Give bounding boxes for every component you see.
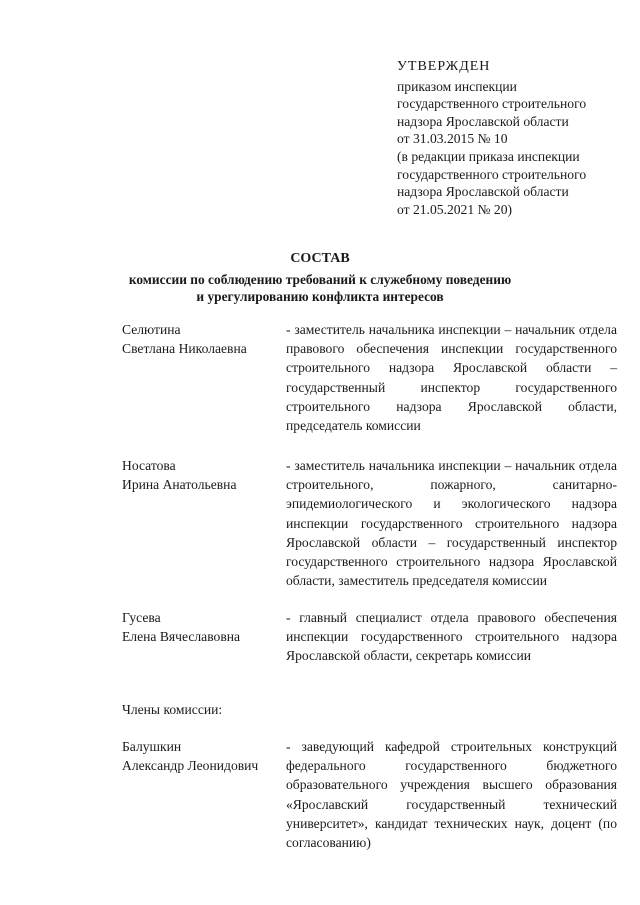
member-given-names: Светлана Николаевна <box>122 341 247 357</box>
member-name <box>122 456 292 494</box>
members-label: Члены комиссии: <box>122 702 223 717</box>
approval-line: государственного строительного <box>397 96 587 112</box>
member-given-names: Елена Вячеславовна <box>122 629 241 645</box>
member-given-names: Ирина Анатольевна <box>122 477 237 493</box>
approval-line: надзора Ярославской области <box>397 113 569 129</box>
member-role: - главный специалист отдела правового обеспечения инспекции государственного строительного надзора Ярославской области, секретарь комиссии <box>286 610 617 664</box>
member-name <box>122 608 292 646</box>
title-main: СОСТАВ <box>290 251 350 266</box>
member-given-names: Александр Леонидович <box>122 758 259 774</box>
approval-heading: УТВЕРЖДЕН <box>397 59 491 74</box>
member-surname: Селютина <box>122 322 181 337</box>
member-surname: Балушкин <box>122 739 182 754</box>
member-role: - заведующий кафедрой строительных конструкций федерального государственного бюджетного образовательного учреждения высшего образования «Ярославский государственный технический университет», кандидат технических наук, доцент (по согласованию) <box>286 739 617 851</box>
member-role: - заместитель начальника инспекции – начальник отдела строительного, пожарного, санитарно-эпидемиологического и экологического надзора инспекции государственного строительного надзора Ярославской области – государственный инспектор государственного строительного надзора Ярославской области, заместитель председателя комиссии <box>286 458 617 589</box>
member-name <box>122 737 292 775</box>
member-surname: Гусева <box>122 610 161 625</box>
member-surname: Носатова <box>122 458 176 473</box>
title-sub-line: комиссии по соблюдению требований к служебному поведению <box>128 272 512 287</box>
approval-stamp <box>397 58 622 218</box>
approval-line: надзора Ярославской области <box>397 184 569 200</box>
approval-line: (в редакции приказа инспекции <box>397 148 580 164</box>
member-name <box>122 320 292 358</box>
title-sub-line: и урегулированию конфликта интересов <box>196 289 444 304</box>
approval-line: приказом инспекции <box>397 78 517 94</box>
approval-line: от 31.03.2015 № 10 <box>397 131 508 147</box>
member-role: - заместитель начальника инспекции – начальник отдела правового обеспечения инспекции государственного строительного надзора Ярославской области – государственный инспектор государственного строительного надзора Ярославской области, председатель комиссии <box>286 322 617 434</box>
document-title <box>60 250 580 305</box>
approval-line: государственного строительного <box>397 166 587 182</box>
approval-line: от 21.05.2021 № 20) <box>397 201 513 217</box>
